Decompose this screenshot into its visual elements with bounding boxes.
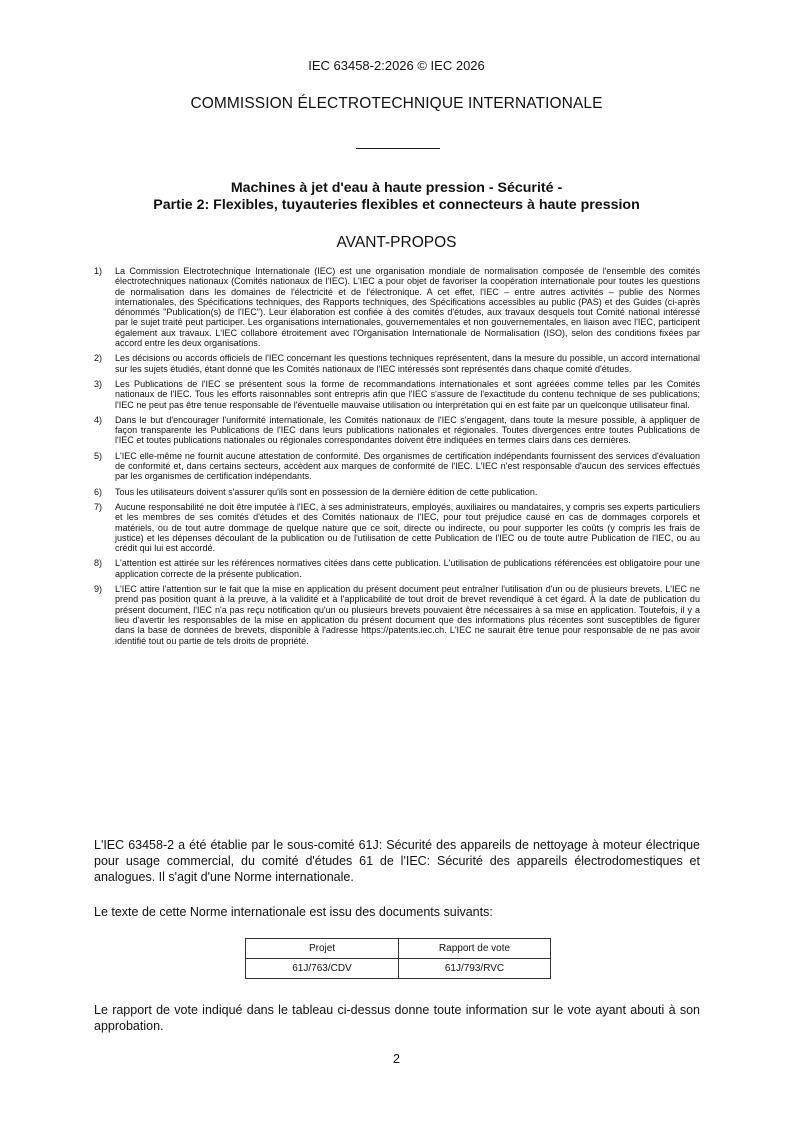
note-number: 2) bbox=[94, 353, 103, 364]
foreword-heading: AVANT-PROPOS bbox=[336, 234, 457, 251]
voting-report-paragraph: Le rapport de vote indiqué dans le tableau ci-dessus donne toute information sur le vote ayant abouti à son approbation. bbox=[94, 1003, 700, 1033]
note-text: Les Publications de l'IEC se présentent sous la forme de recommandations internationales et sont agréées comme telles par les Comités nationaux de l'IEC. Tous les efforts raisonnables sont entrepris afin que l'IEC s'assure de l'exactitude du contenu technique de ses publications; l'IEC ne peut pas être tenue responsable de l'éventuelle mauvaise utilisation ou interprétation qui en est faite par un quelconque utilisateur final. bbox=[115, 378, 700, 410]
title-line-1: Machines à jet d'eau à haute pression - Sécurité - bbox=[230, 180, 563, 196]
voting-documents-table bbox=[245, 938, 551, 979]
organization-name: COMMISSION ÉLECTROTECHNIQUE INTERNATIONALE bbox=[190, 95, 603, 112]
table-header-row bbox=[246, 939, 551, 959]
foreword-note bbox=[94, 502, 700, 553]
note-number: 8) bbox=[94, 558, 103, 569]
page-number: 2 bbox=[393, 1052, 400, 1066]
note-number: 5) bbox=[94, 450, 103, 461]
table-cell: 61J/763/CDV bbox=[246, 959, 399, 979]
note-text: Aucune responsabilité ne doit être imputée à l'IEC, à ses administrateurs, employés, auxiliaires ou mandataires, y compris ses experts particuliers et les membres de ses comités d'études et des Comités nationaux de l'IEC, pour tout préjudice causé en cas de dommages corporels et matériels, ou de tout autre dommage de quelque nature que ce soit, directe ou indirecte, ou pour supporter les coûts (y compris les frais de justice) et les dépenses découlant de la publication ou de l'utilisation de cette Publication de l'IEC ou de toute autre Publication de l'IEC, ou au crédit qui lui est accordé. bbox=[115, 501, 700, 554]
committee-paragraph: L'IEC 63458-2 a été établie par le sous-comité 61J: Sécurité des appareils de nettoyage à moteur électrique pour usage commercial, du comité d'études 61 de l'IEC: Sécurité des appareils électrodomestiques et analogues. Il s'agit d'une Norme internationale. bbox=[94, 838, 700, 884]
note-text: L'attention est attirée sur les références normatives citées dans cette publication. L'utilisation de publications référencées est obligatoire pour une application correcte de la présente publication. bbox=[115, 558, 700, 579]
note-text: La Commission Electrotechnique Internationale (IEC) est une organisation mondiale de normalisation composée de l'ensemble des comités électrotechniques nationaux (Comités nationaux de l'IEC). L'IEC a pour objet de favoriser la coopération internationale pour toutes les questions de normalisation dans les domaines de l'électricité et de l'électronique. A cet effet, l'IEC – entre autres activités – publie des Normes internationales, des Spécifications techniques, des Rapports techniques, des Spécifications accessibles au public (PAS) et des Guides (ci-après dénommés "Publication(s) de l'IEC"). Leur élaboration est confiée à des comités d'études, aux travaux desquels tout Comité national intéressé par le sujet traité peut participer. Les organisations internationales, gouvernementales et non gouvernementales, en liaison avec l'IEC, participent également aux travaux. L'IEC collabore étroitement avec l'Organisation Internationale de Normalisation (ISO), selon des conditions fixées par accord entre les deux organisations. bbox=[115, 266, 700, 349]
note-number: 1) bbox=[94, 266, 103, 276]
note-number: 3) bbox=[94, 378, 103, 389]
note-text: L'IEC elle-même ne fournit aucune attestation de conformité. Des organismes de certification indépendants fournissent des services d'évaluation de conformité et, dans certains secteurs, accèdent aux marques de conformité de l'IEC. L'IEC n'est responsable d'aucun des services effectués par les organismes de certification indépendants. bbox=[115, 450, 700, 482]
document-title bbox=[60, 180, 733, 214]
foreword-note bbox=[94, 415, 700, 446]
foreword-note bbox=[94, 379, 700, 410]
note-number: 6) bbox=[94, 486, 103, 497]
note-text: L'IEC attire l'attention sur le fait que la mise en application du présent document peut entraîner l'utilisation d'un ou de plusieurs brevets. L'IEC ne prend pas position quant à la preuve, à la validité et à l'applicabilité de tout droit de brevet revendiqué à cet égard. À la date de publication du présent document, l'IEC n'a pas reçu notification qu'un ou plusieurs brevets pouvaient être nécessaires à sa mise en application. Toutefois, il y a lieu d'avertir les responsables de la mise en application du présent document que des informations plus récentes sont susceptibles de figurer dans la base de données de brevets, disponible à l'adresse https://patents.iec.ch. L'IEC ne saurait être tenue pour responsable de ne pas avoir identifié tout ou partie de tels droits de propriété. bbox=[115, 584, 700, 646]
note-text: Tous les utilisateurs doivent s'assurer qu'ils sont en possession de la dernière édition de cette publication. bbox=[115, 486, 538, 497]
foreword-note bbox=[94, 451, 700, 482]
note-number: 4) bbox=[94, 414, 103, 425]
foreword-note bbox=[94, 266, 700, 348]
documents-intro-paragraph: Le texte de cette Norme internationale est issu des documents suivants: bbox=[94, 905, 493, 919]
foreword-note bbox=[94, 584, 700, 646]
title-line-2: Partie 2: Flexibles, tuyauteries flexibles et connecteurs à haute pression bbox=[153, 197, 640, 213]
table-header-cell: Projet bbox=[246, 939, 399, 959]
foreword-note bbox=[94, 353, 700, 374]
separator-rule bbox=[356, 148, 440, 149]
table-row bbox=[246, 959, 551, 979]
foreword-note bbox=[94, 558, 700, 579]
note-number: 9) bbox=[94, 584, 103, 595]
table-cell: 61J/793/RVC bbox=[399, 959, 551, 979]
note-text: Dans le but d'encourager l'uniformité internationale, les Comités nationaux de l'IEC s'engagent, dans toute la mesure possible, à appliquer de façon transparente les Publications de l'IEC dans leurs publications nationales et régionales. Toutes divergences entre toutes Publications de l'IEC et toutes publications nationales ou régionales correspondantes doivent être indiquées en termes clairs dans ces dernières. bbox=[115, 414, 700, 446]
foreword-note bbox=[94, 487, 700, 497]
table-header-cell: Rapport de vote bbox=[399, 939, 551, 959]
document-reference: IEC 63458-2:2026 © IEC 2026 bbox=[308, 58, 485, 73]
foreword-notes-list bbox=[94, 266, 700, 651]
note-number: 7) bbox=[94, 501, 103, 512]
note-text: Les décisions ou accords officiels de l'IEC concernant les questions techniques représentent, dans la mesure du possible, un accord international sur les sujets étudiés, étant donné que les Comités nationaux de l'IEC intéressés sont représentés dans chaque comité d'études. bbox=[115, 353, 700, 374]
